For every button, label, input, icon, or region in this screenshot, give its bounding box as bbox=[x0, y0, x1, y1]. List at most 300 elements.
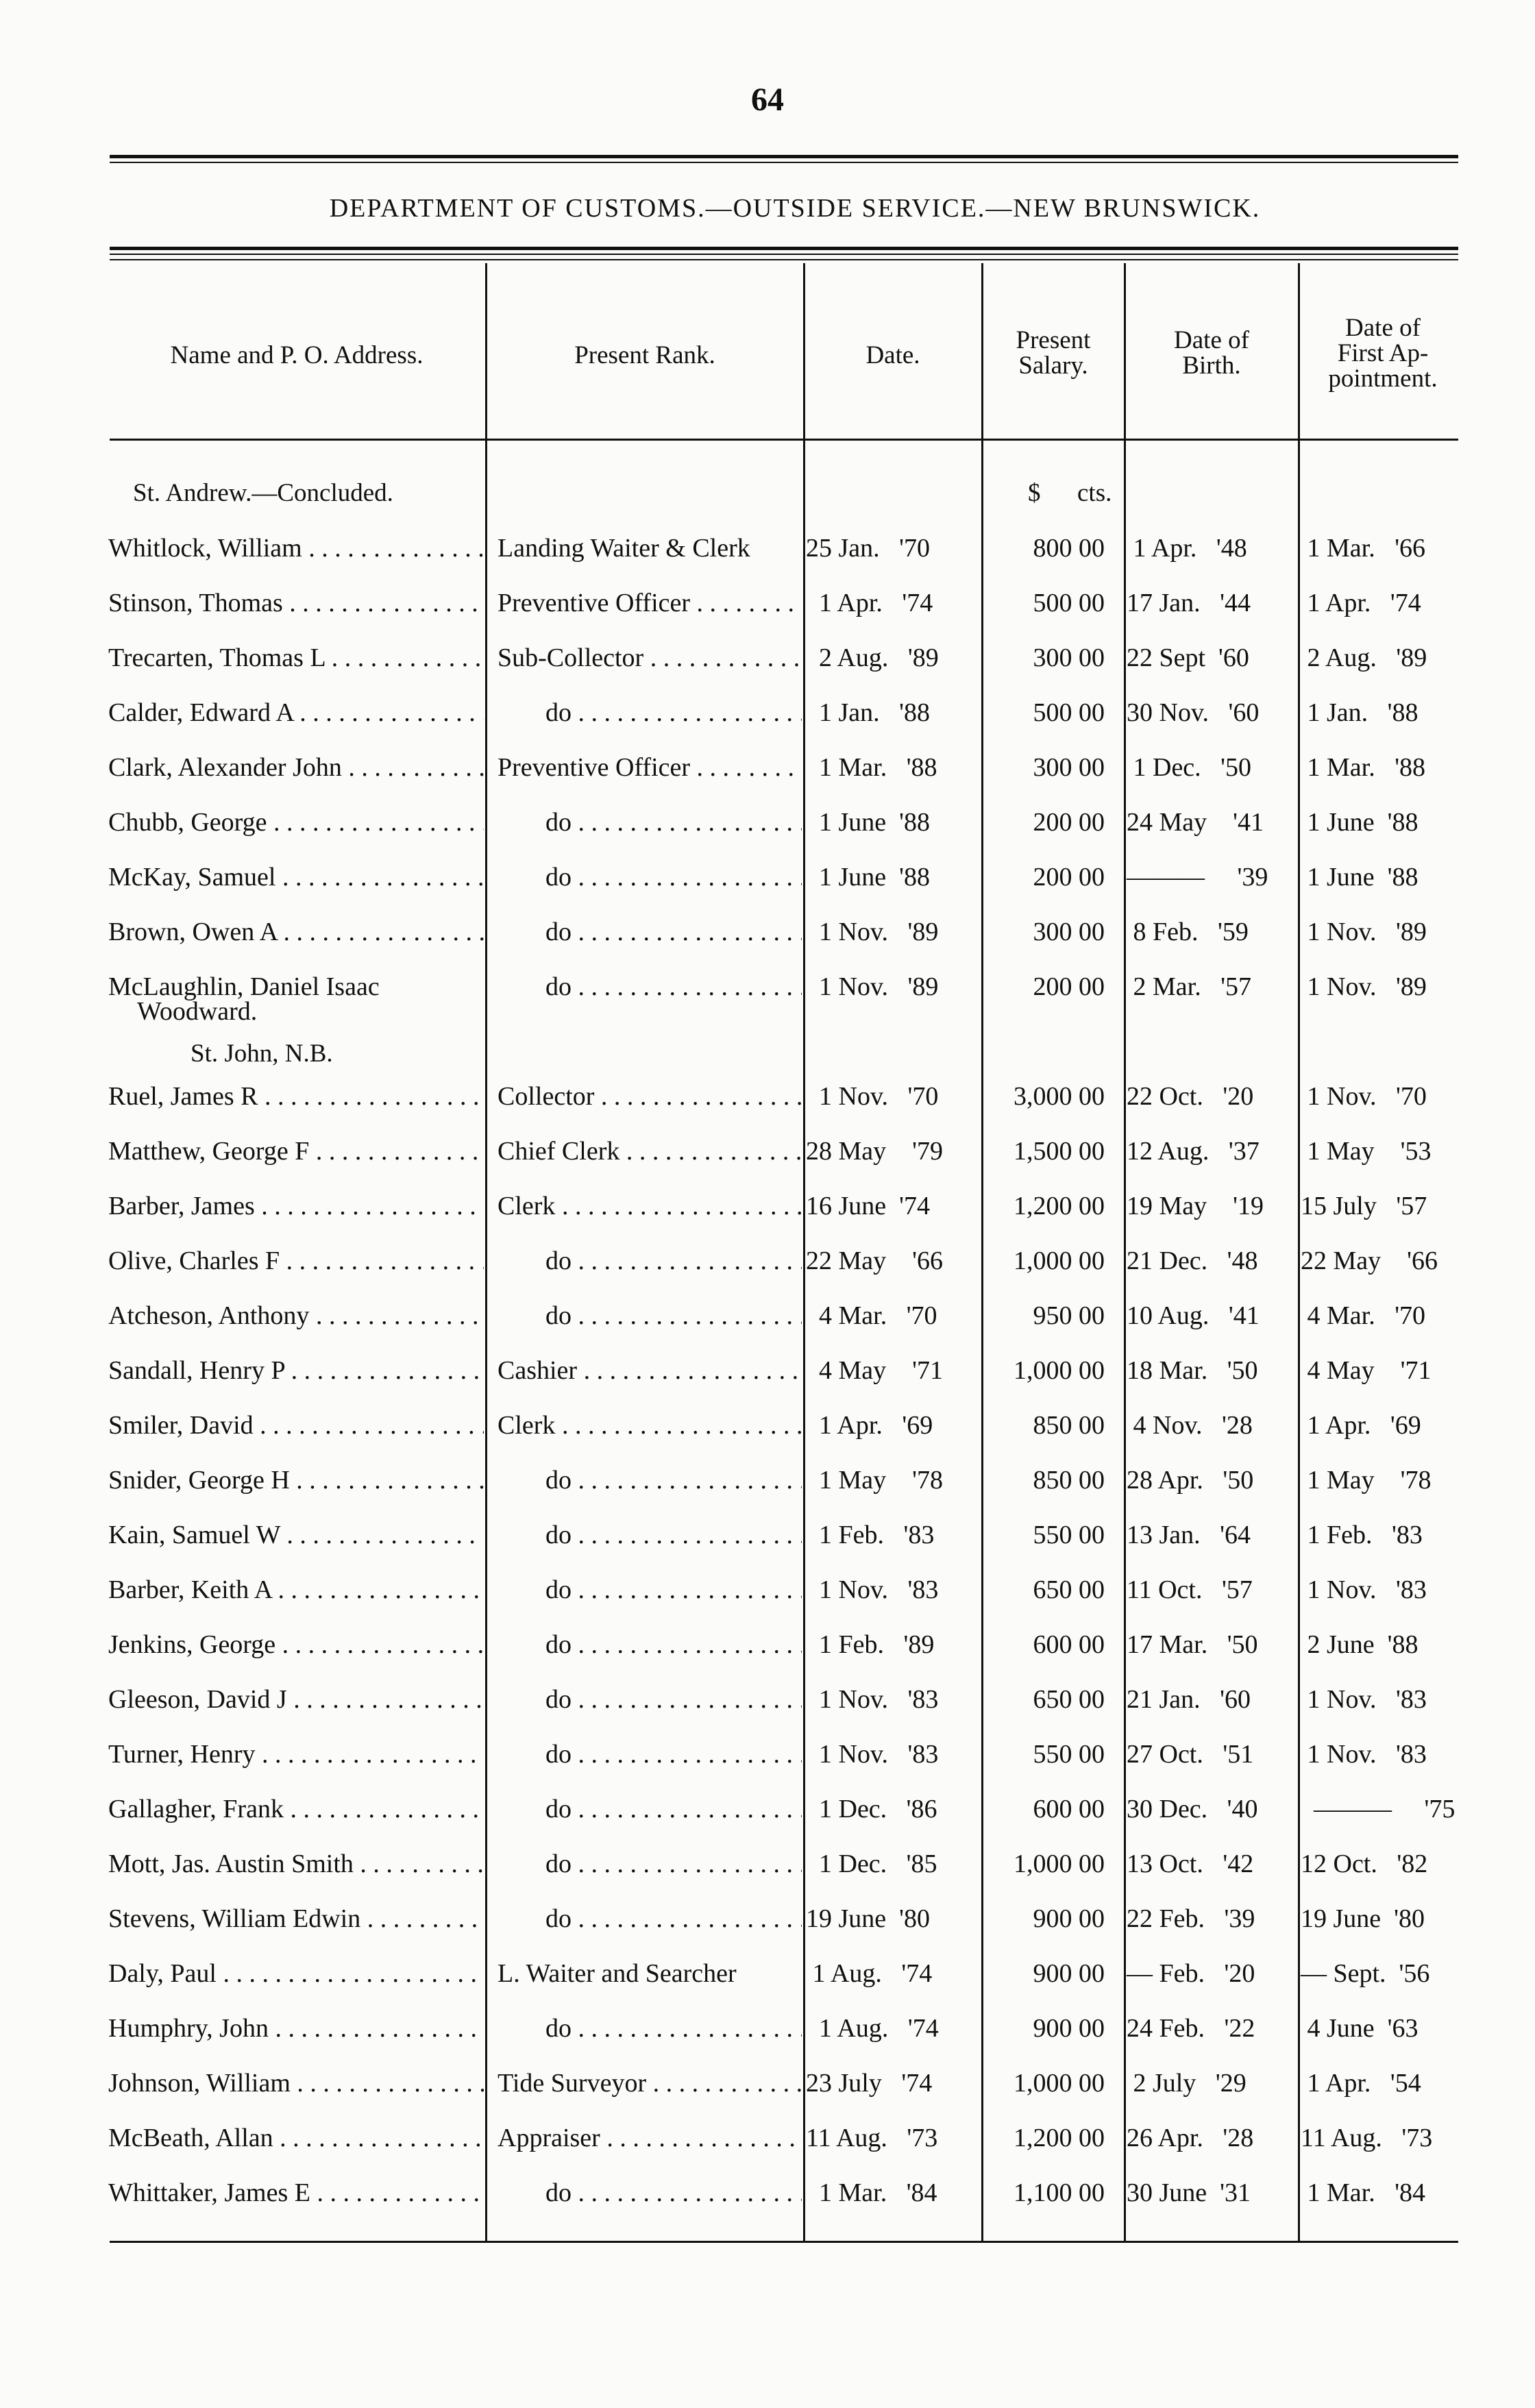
cell-date bbox=[806, 752, 977, 783]
cell-birth-text: 22 Oct. '20 bbox=[1127, 1082, 1254, 1111]
header-first-line3: pointment. bbox=[1328, 365, 1438, 393]
cell-birth-text: 24 May '41 bbox=[1127, 808, 1264, 837]
cell-name bbox=[108, 1575, 484, 1605]
cell-name-text: Kain, Samuel W bbox=[108, 1521, 280, 1549]
cell-date-text: 1 Dec. '86 bbox=[806, 1795, 937, 1823]
cell-date bbox=[806, 2123, 977, 2153]
cell-salary-text: 3,000 00 bbox=[1014, 1082, 1105, 1111]
cell-birth bbox=[1127, 698, 1291, 728]
cell-salary-text: 300 00 bbox=[1033, 918, 1105, 946]
cell-birth-text: 11 Oct. '57 bbox=[1127, 1575, 1253, 1604]
cell-first-appointment bbox=[1301, 1739, 1465, 1769]
cell-rank-text: Clerk bbox=[498, 1192, 556, 1220]
header-salary-line2: Salary. bbox=[1018, 352, 1088, 380]
cell-name bbox=[108, 533, 484, 563]
table-row bbox=[0, 2013, 1535, 2068]
cell-salary bbox=[984, 1520, 1105, 1550]
table-row bbox=[0, 1191, 1535, 1246]
cell-name-text: Gallagher, Frank bbox=[108, 1795, 284, 1823]
cell-rank bbox=[498, 1575, 802, 1605]
cell-rank bbox=[498, 1136, 802, 1166]
cell-birth-text: 1 Apr. '48 bbox=[1127, 534, 1247, 563]
cell-salary-text: 550 00 bbox=[1033, 1521, 1105, 1549]
cell-date-text: 1 Nov. '70 bbox=[806, 1082, 939, 1111]
table-row bbox=[0, 1410, 1535, 1465]
cell-date bbox=[806, 1246, 977, 1276]
table-row bbox=[0, 1355, 1535, 1410]
header-rank-label: Present Rank. bbox=[574, 341, 715, 369]
cell-date-text: 1 Aug. '74 bbox=[806, 1959, 933, 1988]
cell-birth-text: 2 July '29 bbox=[1127, 2069, 1247, 2098]
cell-birth-text: 30 June '31 bbox=[1127, 2178, 1251, 2207]
cell-first-appointment bbox=[1301, 1520, 1465, 1550]
cell-date-text: 1 May '78 bbox=[806, 1466, 944, 1495]
cell-date-text: 1 Apr. '69 bbox=[806, 1411, 933, 1440]
cell-birth bbox=[1127, 2178, 1291, 2208]
cell-salary bbox=[984, 533, 1105, 563]
section-st-john: St. John, N.B. bbox=[191, 1040, 333, 1068]
cell-name bbox=[108, 1794, 484, 1824]
cell-salary-text: 850 00 bbox=[1033, 1411, 1105, 1440]
cell-rank bbox=[498, 698, 802, 728]
cell-rank-text: do bbox=[545, 1630, 572, 1659]
cell-salary bbox=[984, 1246, 1105, 1276]
cell-first-appointment-text: 1 May '78 bbox=[1301, 1466, 1432, 1495]
cell-name-text: Clark, Alexander John bbox=[108, 753, 342, 782]
cell-name-text: Chubb, George bbox=[108, 808, 267, 837]
cell-rank bbox=[498, 1684, 802, 1715]
cell-salary-text: 950 00 bbox=[1033, 1301, 1105, 1330]
cell-date-text: 1 Jan. '88 bbox=[806, 698, 931, 727]
section-st-andrew: St. Andrew.—Concluded. bbox=[133, 479, 393, 507]
cell-rank-text: do bbox=[545, 918, 572, 946]
cell-date bbox=[806, 588, 977, 618]
cell-salary bbox=[984, 972, 1105, 1002]
cell-rank bbox=[498, 1849, 802, 1879]
cell-name-text: Humphry, John bbox=[108, 2014, 269, 2043]
table-row bbox=[0, 1794, 1535, 1849]
header-date-label: Date. bbox=[865, 341, 920, 369]
cell-name-text: Daly, Paul bbox=[108, 1959, 217, 1988]
cell-birth bbox=[1127, 643, 1291, 673]
cell-birth-text: 30 Nov. '60 bbox=[1127, 698, 1260, 727]
cell-name-text: McLaughlin, Daniel Isaac bbox=[108, 972, 380, 1001]
cell-first-appointment-text: 1 Nov. '83 bbox=[1301, 1740, 1427, 1769]
cell-birth bbox=[1127, 2068, 1291, 2098]
cell-first-appointment bbox=[1301, 1246, 1465, 1276]
table-row bbox=[0, 1684, 1535, 1739]
cell-salary-text: 1,000 00 bbox=[1014, 1356, 1105, 1385]
cell-first-appointment-text: 1 Jan. '88 bbox=[1301, 698, 1419, 727]
cell-birth bbox=[1127, 752, 1291, 783]
cell-rank-text: do bbox=[545, 808, 572, 837]
cell-salary bbox=[984, 1849, 1105, 1879]
cell-birth-text: 13 Jan. '64 bbox=[1127, 1521, 1251, 1549]
cell-birth-text: ——— '39 bbox=[1127, 863, 1268, 892]
cell-name-text: Smiler, David bbox=[108, 1411, 254, 1440]
cell-first-appointment-text: 1 June '88 bbox=[1301, 863, 1419, 892]
cell-rank bbox=[498, 1465, 802, 1495]
table-row bbox=[0, 1520, 1535, 1575]
cell-date-text: 1 Feb. '89 bbox=[806, 1630, 935, 1659]
cell-first-appointment bbox=[1301, 2178, 1465, 2208]
cell-birth bbox=[1127, 1630, 1291, 1660]
cell-rank-text: Sub-Collector bbox=[498, 643, 644, 672]
cell-name-text: Snider, George H bbox=[108, 1466, 290, 1495]
header-birth-line1: Date of bbox=[1174, 326, 1249, 354]
cell-name bbox=[108, 1465, 484, 1495]
cell-first-appointment bbox=[1301, 2013, 1465, 2043]
cell-name bbox=[108, 972, 484, 1002]
cell-first-appointment bbox=[1301, 1684, 1465, 1715]
page-title: DEPARTMENT OF CUSTOMS.—OUTSIDE SERVICE.—NEW BRUNSWICK. bbox=[329, 194, 1261, 223]
cell-name bbox=[108, 1246, 484, 1276]
table-row bbox=[0, 1575, 1535, 1630]
cell-rank-text: do bbox=[545, 1685, 572, 1714]
cell-date bbox=[806, 533, 977, 563]
cell-first-appointment-text: 1 Nov. '89 bbox=[1301, 918, 1427, 946]
cell-salary-text: 1,200 00 bbox=[1014, 2124, 1105, 2152]
cell-rank-text: do bbox=[545, 1246, 572, 1275]
cell-birth bbox=[1127, 1136, 1291, 1166]
cell-date-text: 1 Nov. '83 bbox=[806, 1740, 939, 1769]
cell-salary-text: 600 00 bbox=[1033, 1630, 1105, 1659]
cell-date bbox=[806, 698, 977, 728]
cell-date bbox=[806, 1958, 977, 1989]
cell-date-text: 1 Aug. '74 bbox=[806, 2014, 939, 2043]
cell-salary bbox=[984, 1958, 1105, 1989]
cell-date-text: 1 June '88 bbox=[806, 863, 931, 892]
cell-name bbox=[108, 2178, 484, 2208]
cell-rank bbox=[498, 1520, 802, 1550]
cell-name-text: Turner, Henry bbox=[108, 1740, 256, 1769]
cell-salary bbox=[984, 1191, 1105, 1221]
cell-rank bbox=[498, 1794, 802, 1824]
table-row bbox=[0, 1246, 1535, 1301]
cell-rank-text: do bbox=[545, 2014, 572, 2043]
table-row bbox=[0, 1904, 1535, 1958]
cell-name-text: Whitlock, William bbox=[108, 534, 302, 563]
cell-name-text: McKay, Samuel bbox=[108, 863, 276, 892]
header-name bbox=[110, 343, 484, 368]
cell-date bbox=[806, 2178, 977, 2208]
cell-first-appointment bbox=[1301, 862, 1465, 892]
cell-date bbox=[806, 1081, 977, 1111]
cell-name bbox=[108, 643, 484, 673]
cell-salary bbox=[984, 1794, 1105, 1824]
cell-date-text: 1 Nov. '83 bbox=[806, 1575, 939, 1604]
cell-birth bbox=[1127, 1794, 1291, 1824]
cell-salary bbox=[984, 2013, 1105, 2043]
cell-first-appointment-text: 2 Aug. '89 bbox=[1301, 643, 1427, 672]
cell-first-appointment bbox=[1301, 1465, 1465, 1495]
header-birth bbox=[1127, 328, 1297, 378]
header-name-label: Name and P. O. Address. bbox=[170, 341, 423, 369]
table-row bbox=[0, 752, 1535, 807]
top-rule-thick bbox=[110, 155, 1458, 158]
cell-birth-text: 1 Dec. '50 bbox=[1127, 753, 1252, 782]
cell-name bbox=[108, 1630, 484, 1660]
cell-salary-text: 200 00 bbox=[1033, 863, 1105, 892]
cell-birth-text: 17 Mar. '50 bbox=[1127, 1630, 1258, 1659]
cell-date bbox=[806, 1794, 977, 1824]
cell-first-appointment-text: 11 Aug. '73 bbox=[1301, 2124, 1433, 2152]
cell-name-text: Trecarten, Thomas L bbox=[108, 643, 326, 672]
cell-first-appointment bbox=[1301, 1849, 1465, 1879]
cell-first-appointment-text: 1 May '53 bbox=[1301, 1137, 1432, 1166]
cell-first-appointment-text: 22 May '66 bbox=[1301, 1246, 1438, 1275]
title-rule-thin bbox=[110, 254, 1458, 255]
cell-first-appointment bbox=[1301, 917, 1465, 947]
cell-rank-text: Preventive Officer bbox=[498, 589, 691, 617]
table-row bbox=[0, 2123, 1535, 2178]
table-row bbox=[0, 588, 1535, 643]
table-row bbox=[0, 2068, 1535, 2123]
table-row bbox=[0, 533, 1535, 588]
cell-first-appointment bbox=[1301, 1958, 1465, 1989]
unit-dollars: $ bbox=[1028, 479, 1041, 507]
cell-name bbox=[108, 1301, 484, 1331]
cell-name bbox=[108, 1739, 484, 1769]
cell-name bbox=[108, 1081, 484, 1111]
cell-date-text: 28 May '79 bbox=[806, 1137, 944, 1166]
cell-date bbox=[806, 1520, 977, 1550]
cell-first-appointment-text: 4 Mar. '70 bbox=[1301, 1301, 1426, 1330]
table-row bbox=[0, 1081, 1535, 1136]
cell-first-appointment bbox=[1301, 1191, 1465, 1221]
table-row bbox=[0, 1958, 1535, 2013]
cell-rank-text: Clerk bbox=[498, 1411, 556, 1440]
cell-birth bbox=[1127, 1904, 1291, 1934]
cell-name bbox=[108, 1849, 484, 1879]
title-rule-thick bbox=[110, 247, 1458, 250]
cell-birth bbox=[1127, 1191, 1291, 1221]
cell-birth-text: 2 Mar. '57 bbox=[1127, 972, 1252, 1001]
cell-birth bbox=[1127, 1301, 1291, 1331]
cell-first-appointment-text: 1 Apr. '74 bbox=[1301, 589, 1421, 617]
cell-name bbox=[108, 752, 484, 783]
cell-rank-text: Landing Waiter & Clerk bbox=[498, 534, 750, 563]
cell-salary-text: 900 00 bbox=[1033, 2014, 1105, 2043]
cell-birth bbox=[1127, 1465, 1291, 1495]
cell-first-appointment bbox=[1301, 1410, 1465, 1440]
cell-rank-text: do bbox=[545, 972, 572, 1001]
cell-first-appointment-text: 1 Mar. '88 bbox=[1301, 753, 1426, 782]
cell-rank-text: do bbox=[545, 2178, 572, 2207]
cell-first-appointment bbox=[1301, 2068, 1465, 2098]
header-birth-line2: Birth. bbox=[1182, 352, 1241, 380]
cell-salary-text: 1,000 00 bbox=[1014, 1246, 1105, 1275]
cell-rank-text: Tide Surveyor bbox=[498, 2069, 647, 2098]
cell-salary bbox=[984, 2178, 1105, 2208]
cell-name bbox=[108, 2013, 484, 2043]
cell-first-appointment bbox=[1301, 752, 1465, 783]
cell-name-text: Olive, Charles F bbox=[108, 1246, 280, 1275]
cell-rank bbox=[498, 533, 802, 563]
cell-rank bbox=[498, 588, 802, 618]
cell-birth-text: 26 Apr. '28 bbox=[1127, 2124, 1254, 2152]
cell-name bbox=[108, 917, 484, 947]
cell-salary-text: 300 00 bbox=[1033, 643, 1105, 672]
cell-birth-text: 19 May '19 bbox=[1127, 1192, 1264, 1220]
table-row bbox=[0, 698, 1535, 752]
cell-salary-text: 200 00 bbox=[1033, 808, 1105, 837]
unit-cents: cts. bbox=[1077, 479, 1112, 507]
cell-first-appointment bbox=[1301, 1081, 1465, 1111]
table-row bbox=[0, 2178, 1535, 2233]
cell-first-appointment-text: 1 Mar. '66 bbox=[1301, 534, 1426, 563]
cell-date-text: 11 Aug. '73 bbox=[806, 2124, 938, 2152]
cell-rank-text: L. Waiter and Searcher bbox=[498, 1959, 737, 1988]
cell-rank-text: do bbox=[545, 698, 572, 727]
cell-date bbox=[806, 1849, 977, 1879]
cell-birth bbox=[1127, 807, 1291, 837]
cell-salary bbox=[984, 1465, 1105, 1495]
bottom-rule bbox=[110, 2241, 1458, 2243]
cell-first-appointment bbox=[1301, 1575, 1465, 1605]
cell-salary-text: 850 00 bbox=[1033, 1466, 1105, 1495]
cell-salary bbox=[984, 1904, 1105, 1934]
cell-first-appointment-text: 1 Apr. '54 bbox=[1301, 2069, 1421, 2098]
header-salary bbox=[984, 328, 1122, 378]
cell-rank bbox=[498, 1630, 802, 1660]
cell-salary bbox=[984, 1410, 1105, 1440]
cell-first-appointment-text: 1 Nov. '89 bbox=[1301, 972, 1427, 1001]
cell-salary bbox=[984, 1575, 1105, 1605]
cell-name bbox=[108, 1355, 484, 1386]
cell-name-text: Barber, James bbox=[108, 1192, 255, 1220]
cell-name-text: Whittaker, James E bbox=[108, 2178, 310, 2207]
cell-first-appointment bbox=[1301, 2123, 1465, 2153]
cell-date bbox=[806, 1684, 977, 1715]
cell-name-text: Stinson, Thomas bbox=[108, 589, 283, 617]
cell-first-appointment-text: 4 May '71 bbox=[1301, 1356, 1432, 1385]
cell-birth bbox=[1127, 1849, 1291, 1879]
cell-name-continued: Woodward. bbox=[137, 997, 258, 1026]
cell-date-text: 1 Mar. '84 bbox=[806, 2178, 937, 2207]
cell-date-text: 1 Mar. '88 bbox=[806, 753, 937, 782]
header-bottom-rule bbox=[110, 439, 1458, 441]
cell-birth-text: 4 Nov. '28 bbox=[1127, 1411, 1253, 1440]
cell-name-text: Stevens, William Edwin bbox=[108, 1904, 361, 1933]
cell-rank bbox=[498, 752, 802, 783]
cell-birth bbox=[1127, 1410, 1291, 1440]
cell-date-text: 16 June '74 bbox=[806, 1192, 931, 1220]
cell-salary bbox=[984, 2068, 1105, 2098]
cell-first-appointment bbox=[1301, 643, 1465, 673]
cell-date-text: 1 Apr. '74 bbox=[806, 589, 933, 617]
cell-salary bbox=[984, 2123, 1105, 2153]
cell-birth-text: 21 Dec. '48 bbox=[1127, 1246, 1258, 1275]
cell-birth bbox=[1127, 2123, 1291, 2153]
table-row bbox=[0, 972, 1535, 1027]
cell-name-text: Johnson, William bbox=[108, 2069, 291, 2098]
cell-birth bbox=[1127, 1520, 1291, 1550]
cell-date bbox=[806, 643, 977, 673]
cell-first-appointment-text: — Sept. '56 bbox=[1301, 1959, 1430, 1988]
table-row bbox=[0, 807, 1535, 862]
cell-rank bbox=[498, 2178, 802, 2208]
header-first-line1: Date of bbox=[1345, 314, 1421, 342]
cell-date bbox=[806, 1410, 977, 1440]
cell-name bbox=[108, 1520, 484, 1550]
header-rank bbox=[488, 343, 802, 368]
cell-birth-text: 22 Sept '60 bbox=[1127, 643, 1249, 672]
cell-rank bbox=[498, 1191, 802, 1221]
cell-birth-text: 8 Feb. '59 bbox=[1127, 918, 1249, 946]
header-date bbox=[806, 343, 980, 368]
cell-rank bbox=[498, 1904, 802, 1934]
cell-name-text: Jenkins, George bbox=[108, 1630, 276, 1659]
cell-birth bbox=[1127, 862, 1291, 892]
cell-birth-text: 17 Jan. '44 bbox=[1127, 589, 1251, 617]
cell-rank-text: do bbox=[545, 1850, 572, 1878]
cell-date bbox=[806, 1739, 977, 1769]
cell-first-appointment bbox=[1301, 1136, 1465, 1166]
cell-salary bbox=[984, 588, 1105, 618]
cell-date-text: 1 Nov. '89 bbox=[806, 972, 939, 1001]
cell-date bbox=[806, 1301, 977, 1331]
cell-salary bbox=[984, 1684, 1105, 1715]
cell-date bbox=[806, 972, 977, 1002]
table-row bbox=[0, 1301, 1535, 1355]
cell-rank bbox=[498, 1246, 802, 1276]
cell-date bbox=[806, 1904, 977, 1934]
cell-name-text: Barber, Keith A bbox=[108, 1575, 272, 1604]
cell-first-appointment-text: 1 Feb. '83 bbox=[1301, 1521, 1423, 1549]
cell-rank-text: Collector bbox=[498, 1082, 595, 1111]
cell-salary-text: 1,000 00 bbox=[1014, 1850, 1105, 1878]
cell-rank-text: Appraiser bbox=[498, 2124, 600, 2152]
cell-first-appointment bbox=[1301, 1630, 1465, 1660]
cell-name bbox=[108, 1904, 484, 1934]
cell-salary bbox=[984, 917, 1105, 947]
cell-date bbox=[806, 1575, 977, 1605]
cell-date bbox=[806, 1136, 977, 1166]
cell-salary-text: 1,500 00 bbox=[1014, 1137, 1105, 1166]
cell-name bbox=[108, 698, 484, 728]
cell-first-appointment-text: 15 July '57 bbox=[1301, 1192, 1427, 1220]
cell-birth bbox=[1127, 588, 1291, 618]
cell-salary bbox=[984, 807, 1105, 837]
cell-birth bbox=[1127, 533, 1291, 563]
cell-salary bbox=[984, 1739, 1105, 1769]
cell-rank-text: do bbox=[545, 1740, 572, 1769]
cell-name bbox=[108, 1410, 484, 1440]
cell-rank bbox=[498, 1301, 802, 1331]
table-row bbox=[0, 1465, 1535, 1520]
cell-date-text: 1 Dec. '85 bbox=[806, 1850, 937, 1878]
cell-salary-text: 800 00 bbox=[1033, 534, 1105, 563]
cell-birth-text: 18 Mar. '50 bbox=[1127, 1356, 1258, 1385]
cell-birth-text: 30 Dec. '40 bbox=[1127, 1795, 1258, 1823]
cell-rank bbox=[498, 972, 802, 1002]
cell-rank bbox=[498, 1958, 802, 1989]
cell-date bbox=[806, 1355, 977, 1386]
cell-birth bbox=[1127, 1739, 1291, 1769]
cell-salary-text: 600 00 bbox=[1033, 1795, 1105, 1823]
cell-salary bbox=[984, 643, 1105, 673]
cell-salary bbox=[984, 862, 1105, 892]
cell-salary bbox=[984, 1301, 1105, 1331]
cell-first-appointment bbox=[1301, 1794, 1465, 1824]
cell-salary-text: 550 00 bbox=[1033, 1740, 1105, 1769]
cell-name bbox=[108, 1191, 484, 1221]
cell-birth-text: 21 Jan. '60 bbox=[1127, 1685, 1251, 1714]
cell-rank bbox=[498, 862, 802, 892]
table-row bbox=[0, 643, 1535, 698]
cell-birth bbox=[1127, 2013, 1291, 2043]
